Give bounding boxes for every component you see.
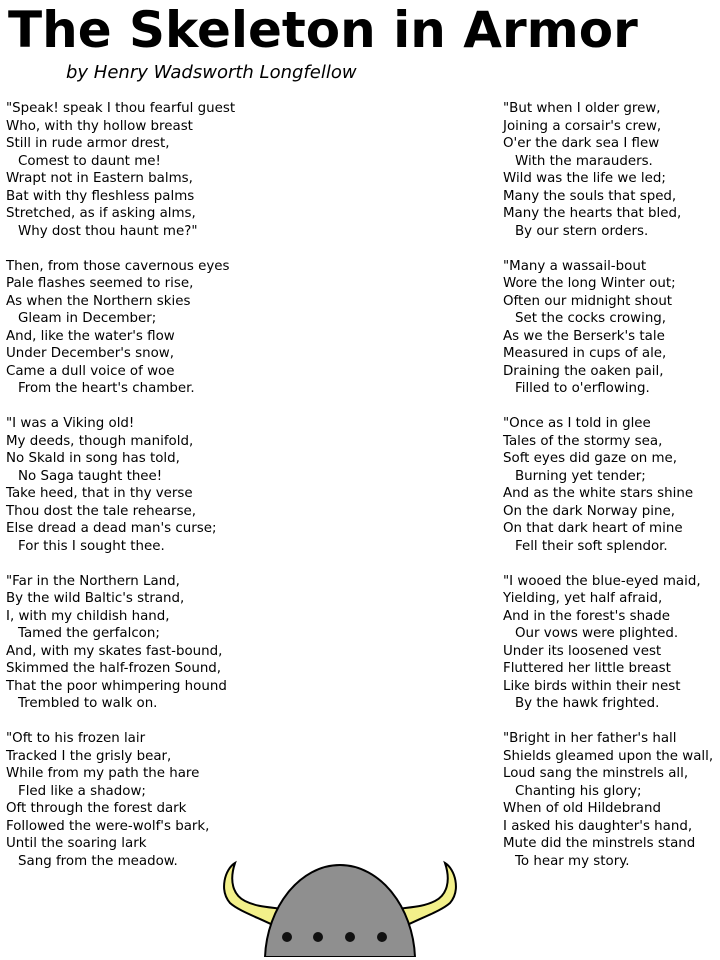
- helmet-dome: [265, 865, 415, 957]
- poem-line: Wrapt not in Eastern balms,: [6, 171, 193, 186]
- poem-line: When of old Hildebrand: [503, 801, 661, 816]
- poem-line: I, with my childish hand,: [6, 608, 170, 624]
- poem-line: Who, with thy hollow breast: [6, 118, 193, 134]
- poem-line: Gleam in December;: [18, 311, 157, 326]
- poem-line: Sang from the meadow.: [18, 853, 178, 869]
- poem-line: Wore the long Winter out;: [503, 276, 676, 291]
- poem-line: Yielding, yet half afraid,: [503, 591, 663, 606]
- rivet: [282, 932, 292, 942]
- poem-line: On that dark heart of mine: [503, 521, 683, 536]
- poem-line: And, like the water's flow: [6, 328, 175, 344]
- poem-line: Take heed, that in thy verse: [6, 486, 193, 501]
- poem-line: And in the forest's shade: [503, 608, 671, 624]
- stanza: [6, 100, 336, 240]
- poem-line: "I wooed the blue-eyed maid,: [503, 573, 701, 589]
- poem-line: Joining a corsair's crew,: [503, 118, 662, 134]
- poem-line: From the heart's chamber.: [18, 381, 195, 396]
- poem-line: Filled to o'erflowing.: [515, 381, 650, 396]
- poem-line: Still in rude armor drest,: [6, 136, 170, 151]
- poem-line: By the hawk frighted.: [515, 696, 660, 711]
- poem-line: Under its loosened vest: [503, 643, 662, 659]
- poem-line: On the dark Norway pine,: [503, 503, 675, 519]
- poem-line: Mute did the minstrels stand: [503, 836, 696, 851]
- poem-line: Often our midnight shout: [503, 293, 673, 309]
- poem-line: Tracked I the grisly bear,: [6, 748, 172, 764]
- poem-title: The Skeleton in Armor: [8, 1, 638, 59]
- poem-line: By the wild Baltic's strand,: [6, 591, 185, 606]
- poem-line: For this I sought thee.: [18, 538, 165, 554]
- poem-line: With the marauders.: [515, 153, 653, 169]
- poem-line: As we the Berserk's tale: [503, 328, 665, 344]
- poem-line: Trembled to walk on.: [18, 696, 158, 711]
- poem-line: Comest to daunt me!: [18, 153, 161, 169]
- poem-line: Under December's snow,: [6, 346, 175, 361]
- poem-line: Set the cocks crowing,: [515, 311, 667, 326]
- poem-line: Chanting his glory;: [515, 783, 642, 799]
- poem-line: Until the soaring lark: [6, 836, 147, 851]
- stanza: [503, 730, 718, 870]
- stanza: [503, 100, 718, 240]
- right-poem-column: [503, 100, 718, 888]
- poem-line: Came a dull voice of woe: [6, 363, 175, 379]
- poem-line: Fluttered her little breast: [503, 661, 671, 676]
- poem-line: Then, from those cavernous eyes: [6, 258, 230, 274]
- poem-line: Fell their soft splendor.: [515, 538, 668, 554]
- poem-line: Burning yet tender;: [515, 468, 646, 484]
- poem-line: Our vows were plighted.: [515, 626, 679, 641]
- poem-line: Tamed the gerfalcon;: [18, 626, 160, 641]
- left-poem-column: [6, 100, 336, 888]
- author-byline: by Henry Wadsworth Longfellow: [66, 62, 357, 83]
- viking-helmet-illustration: [205, 845, 475, 957]
- poem-line: Many the souls that sped,: [503, 188, 677, 204]
- poem-line: My deeds, though manifold,: [6, 433, 194, 449]
- poem-line: Loud sang the minstrels all,: [503, 766, 689, 781]
- poem-line: "I was a Viking old!: [6, 416, 135, 431]
- poem-line: Followed the were-wolf's bark,: [6, 818, 210, 834]
- stanza: [6, 415, 336, 555]
- poem-line: I asked his daughter's hand,: [503, 818, 693, 834]
- stanza: [503, 258, 718, 398]
- poem-line: Thou dost the tale rehearse,: [6, 503, 197, 519]
- poem-line: Pale flashes seemed to rise,: [6, 276, 194, 291]
- poem-line: Stretched, as if asking alms,: [6, 206, 196, 221]
- rivet: [345, 932, 355, 942]
- poem-line: Bat with thy fleshless palms: [6, 188, 195, 204]
- stanza: [503, 415, 718, 555]
- poem-line: "But when I older grew,: [503, 101, 661, 116]
- poem-line: Many the hearts that bled,: [503, 206, 682, 221]
- poem-line: "Many a wassail-bout: [503, 258, 647, 274]
- poem-line: To hear my story.: [515, 853, 630, 869]
- stanza: [6, 573, 336, 713]
- poem-line: That the poor whimpering hound: [6, 678, 227, 694]
- poem-line: And as the white stars shine: [503, 486, 694, 501]
- poem-line: And, with my skates fast-bound,: [6, 643, 223, 659]
- poem-line: By our stern orders.: [515, 223, 649, 239]
- poem-line: Like birds within their nest: [503, 678, 681, 694]
- poem-line: Shields gleamed upon the wall,: [503, 748, 714, 764]
- poem-line: "Bright in her father's hall: [503, 731, 677, 746]
- poem-line: Tales of the stormy sea,: [503, 433, 663, 449]
- poem-line: While from my path the hare: [6, 766, 200, 781]
- poem-line: Soft eyes did gaze on me,: [503, 451, 677, 466]
- poem-line: Why dost thou haunt me?": [18, 223, 198, 239]
- poem-line: No Skald in song has told,: [6, 451, 180, 466]
- poem-line: Else dread a dead man's curse;: [6, 521, 217, 536]
- poem-line: Oft through the forest dark: [6, 801, 187, 816]
- poem-line: "Speak! speak I thou fearful guest: [6, 101, 236, 116]
- poem-line: "Far in the Northern Land,: [6, 573, 180, 589]
- poem-line: O'er the dark sea I flew: [503, 136, 660, 151]
- poem-line: "Once as I told in glee: [503, 416, 651, 431]
- poem-line: Fled like a shadow;: [18, 783, 146, 799]
- poem-line: Skimmed the half-frozen Sound,: [6, 661, 222, 676]
- rivet: [377, 932, 387, 942]
- poem-line: "Oft to his frozen lair: [6, 731, 146, 746]
- stanza: [503, 573, 718, 713]
- poem-line: As when the Northern skies: [6, 293, 191, 309]
- poem-line: No Saga taught thee!: [18, 468, 163, 484]
- stanza: [6, 258, 336, 398]
- rivet: [313, 932, 323, 942]
- poem-line: Measured in cups of ale,: [503, 346, 667, 361]
- poem-line: Wild was the life we led;: [503, 171, 666, 186]
- poem-line: Draining the oaken pail,: [503, 363, 664, 379]
